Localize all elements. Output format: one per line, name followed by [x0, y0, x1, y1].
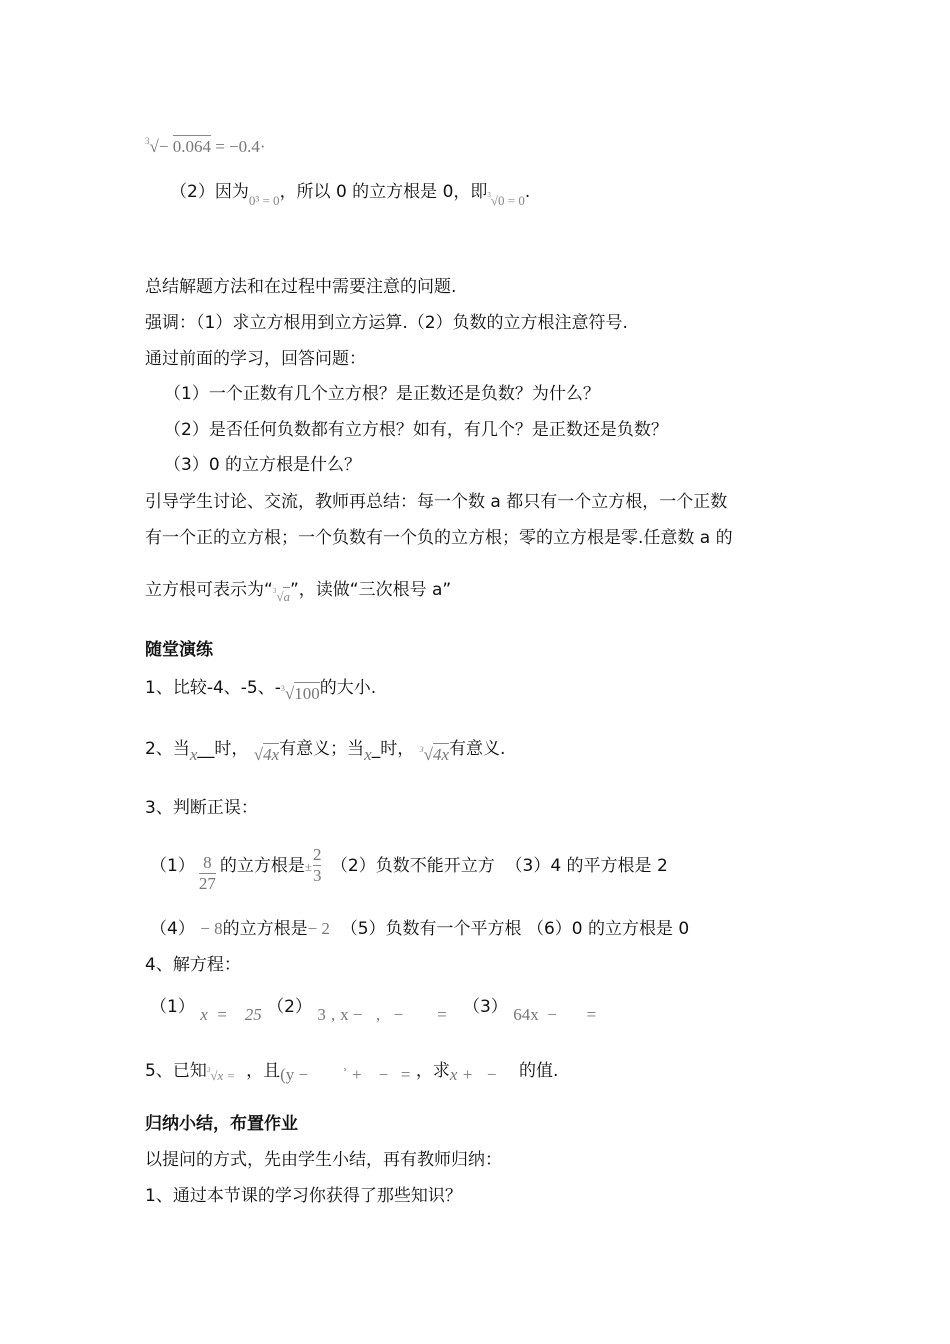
- formula: 0³ = 0: [248, 193, 280, 208]
- item-5: （5）负数有一个平方根: [340, 919, 522, 939]
- paragraph: 以提问的方式，先由学生小结，再有教师归纳：: [145, 1150, 502, 1170]
- paragraph: 总结解题方法和在过程中需要注意的问题.: [145, 277, 457, 297]
- radicand: a: [283, 589, 290, 604]
- question-2: [145, 737, 505, 767]
- question: （2）是否任何负数都有立方根？如有，有几个？是正数还是负数？: [164, 420, 668, 440]
- denominator: 3: [312, 866, 322, 885]
- formula: $^3$√4x: [419, 745, 450, 764]
- question: （3）0 的立方根是什么？: [164, 455, 362, 475]
- question-4-equations: [150, 995, 596, 1027]
- formula: − 2: [307, 919, 330, 938]
- text: 的立方根是: [222, 919, 308, 939]
- formula: 3√0 = 0: [487, 191, 525, 208]
- text: 的值.: [519, 1061, 559, 1081]
- formula: − 8: [200, 919, 223, 938]
- text: 5、已知: [145, 1061, 207, 1081]
- question-3-items-b: [150, 917, 689, 941]
- text: .: [524, 182, 531, 202]
- text: ，且: [246, 1061, 281, 1081]
- paragraph: 引导学生讨论、交流，教师再总结：每一个数 a 都只有一个立方根，一个正数: [145, 492, 728, 512]
- section-title: 随堂演练: [145, 640, 213, 660]
- paragraph: [145, 578, 451, 609]
- paragraph: 通过前面的学习，回答问题：: [145, 349, 366, 369]
- text: 的大小.: [319, 678, 377, 698]
- text: 有意义；当: [279, 739, 365, 759]
- var-x: x: [364, 745, 372, 764]
- question-4: 4、解方程：: [145, 955, 241, 975]
- label: （4）: [150, 919, 195, 939]
- formula: (y − ʾ + − =: [280, 1065, 411, 1084]
- question-3: 3、判断正误：: [145, 798, 258, 818]
- radicand: 0.064: [172, 137, 211, 156]
- item-3: （3）4 的平方根是 2: [505, 856, 668, 876]
- text: 的立方根是: [219, 856, 305, 876]
- paragraph: 1、通过本节课的学习你获得了那些知识？: [145, 1186, 462, 1206]
- text: ，所以 0 的立方根是 0，即: [279, 182, 488, 202]
- minus: −: [158, 137, 169, 156]
- formula: √4x: [253, 745, 280, 764]
- text: 2、当: [145, 739, 190, 759]
- formula-cube-root-neg-0064: $^3$√− 0.064 = −0.4·: [145, 136, 266, 156]
- text: __时，: [197, 739, 249, 759]
- item-6: （6）0 的立方根是 0: [526, 919, 690, 939]
- result: = −0.4: [215, 137, 260, 156]
- equation-3: 64x − =: [513, 1005, 597, 1024]
- numerator: 2: [312, 845, 322, 864]
- line-zero-cube-root: [170, 180, 530, 213]
- label: （1）: [150, 856, 195, 876]
- label: （2）: [267, 997, 312, 1017]
- paragraph: 有一个正的立方根；一个负数有一个负的立方根；零的立方根是零.任意数 a 的: [145, 528, 733, 548]
- formula: $^3$√100: [280, 684, 320, 703]
- formula: x + −: [449, 1065, 498, 1084]
- denominator: 27: [198, 874, 216, 893]
- formula-text: 0 = 0: [498, 193, 525, 208]
- question-3-items-a: [150, 845, 668, 894]
- text: 有意义.: [449, 739, 506, 759]
- question: （1）一个正数有几个立方根？是正数还是负数？为什么？: [164, 384, 600, 404]
- equation-2: 3 ‚ x − ‚ − =: [317, 1005, 447, 1024]
- text: ”，读做“三次根号 a”: [289, 580, 452, 600]
- item-2: （2）负数不能开立方: [330, 856, 495, 876]
- label: （1）: [150, 997, 195, 1017]
- radicand: 4x: [263, 745, 280, 764]
- equation-1: x = 25: [200, 1005, 262, 1024]
- text: 1、比较-4、-5、-: [145, 678, 281, 698]
- text: _时，: [371, 739, 415, 759]
- text: 立方根可表示为“: [145, 580, 273, 600]
- text: ，求: [415, 1061, 450, 1081]
- text: （2）因为: [170, 182, 249, 202]
- question-1: [145, 676, 376, 706]
- formula-text: x =: [217, 1068, 236, 1083]
- question-5: [145, 1058, 558, 1088]
- paragraph: 强调：（1）求立方根用到立方运算.（2）负数的立方根注意符号.: [145, 313, 628, 333]
- radicand: 100: [294, 684, 320, 703]
- root-index: 3: [145, 136, 150, 146]
- plus-minus: ±: [304, 859, 312, 874]
- fraction: [313, 845, 322, 886]
- formula: 3√x =: [206, 1066, 236, 1083]
- label: （3）: [462, 997, 508, 1017]
- radicand: 4x: [432, 745, 450, 764]
- formula: 3√a: [272, 587, 290, 604]
- section-title: 归纳小结，布置作业: [145, 1114, 298, 1134]
- dot: ·: [259, 137, 266, 156]
- var-x: x: [189, 745, 198, 764]
- fraction: [199, 853, 216, 894]
- numerator: 8: [199, 853, 216, 874]
